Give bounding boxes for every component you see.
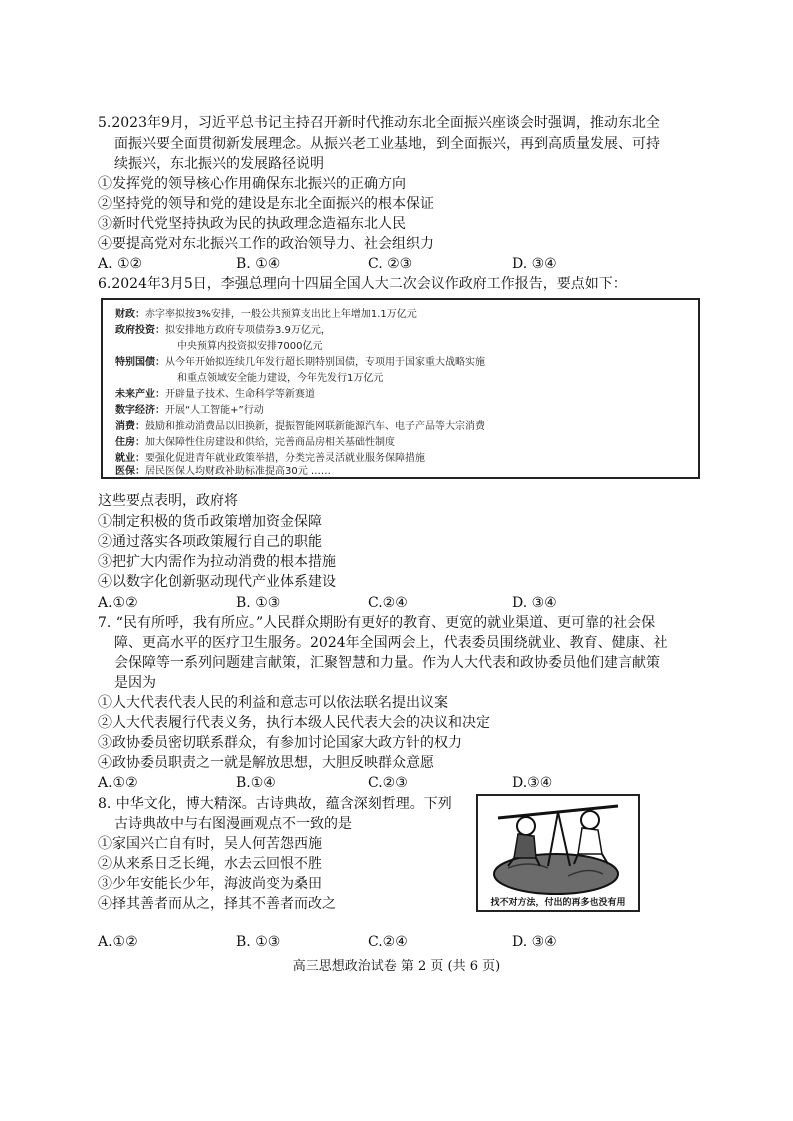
q6-option-d: D. ③④ [512, 595, 557, 611]
q7-option-c: C.②③ [368, 775, 408, 791]
q6-box-value: 赤字率拟按3%安排，一般公共预算支出比上年增加1.1万亿元 [145, 309, 417, 320]
cartoon-right-body [578, 828, 602, 854]
cartoon-right-head [581, 811, 599, 829]
q6-box-value: 中央预算内投资拟安排7000亿元 [177, 341, 323, 352]
q6-box-value: 居民医保人均财政补助标准提高30元 …… [145, 466, 331, 477]
q6-box-key: 住房： [115, 437, 145, 448]
q7-option-a: A.①② [98, 775, 138, 791]
q5-item-3: ③新时代党坚持执政为民的执政理念造福东北人民 [98, 216, 406, 232]
q6-box-value: 和重点领域安全能力建设，今年先发行1万亿元 [177, 373, 384, 384]
q6-option-a: A.①② [98, 595, 138, 611]
q6-item-2: ②通过落实各项政策履行自己的职能 [98, 534, 322, 550]
q7-stem-line-4: 是因为 [114, 675, 156, 691]
q6-box-value: 加大保障性住房建设和供给，完善商品房相关基础性制度 [145, 437, 395, 448]
q8-cartoon [476, 794, 640, 912]
q5-stem-line-3: 续振兴，东北振兴的发展路径说明 [114, 156, 324, 172]
q8-option-a: A.①② [98, 934, 138, 950]
cartoon-left-head [517, 817, 535, 835]
cartoon-caption: 找不对方法，付出的再多也没有用 [490, 898, 626, 908]
q7-option-b: B.①④ [236, 775, 276, 791]
q7-option-d: D.③④ [512, 775, 553, 791]
q8-stem-line-1: 8. 中华文化，博大精深。古诗典故，蕴含深刻哲理。下列 [98, 796, 452, 812]
q8-option-d: D. ③④ [512, 934, 557, 950]
q6-option-b: B. ①③ [236, 595, 281, 611]
q5-item-4: ④要提高党对东北振兴工作的政治领导力、社会组织力 [98, 236, 434, 252]
q7-stem-line-1: 7. “民有所呼，我有所应。”人民群众期盼有更好的教育、更宽的就业渠道、更可靠的社会保 [98, 615, 656, 631]
q6-item-1: ①制定积极的货币政策增加资金保障 [98, 514, 322, 530]
page-footer: 高三思想政治试卷 第 2 页 (共 6 页) [292, 959, 501, 974]
q6-box-key: 政府投资： [115, 325, 165, 336]
q6-box-key: 特别国债： [115, 357, 165, 368]
q6-box-key: 医保： [115, 466, 145, 477]
q7-item-2: ②人大代表履行代表义务，执行本级人民代表大会的决议和决定 [98, 715, 490, 731]
q8-item-4: ④择其善者而从之，择其不善者而改之 [98, 896, 336, 912]
q5-option-c: C. ②③ [368, 256, 413, 272]
q6-box-key: 就业： [115, 453, 145, 464]
q6-report-box [101, 298, 700, 479]
q6-option-c: C.②④ [368, 595, 408, 611]
q5-option-b: B. ①④ [236, 256, 281, 272]
q5-option-a: A. ①② [98, 256, 143, 272]
q6-box-value: 鼓励和推动消费品以旧换新，提振智能网联新能源汽车、电子产品等大宗消费 [145, 421, 485, 432]
q6-stem-line: 6.2024年3月5日，李强总理向十四届全国人大二次会议作政府工作报告，要点如下： [98, 276, 627, 292]
q8-stem-line-2: 古诗典故中与右图漫画观点不一致的是 [114, 816, 352, 832]
cartoon-left-body [514, 834, 536, 858]
q6-box-key: 财政： [115, 309, 145, 320]
q6-item-3: ③把扩大内需作为拉动消费的根本措施 [98, 554, 336, 570]
q6-box-value: 从今年开始拟连续几年发行超长期特别国债，专项用于国家重大战略实施 [165, 357, 485, 368]
q6-box-row-11 [115, 463, 331, 481]
q6-box-value: 要强化促进青年就业政策举措，分类完善灵活就业服务保障措施 [145, 453, 425, 464]
q8-option-c: C.②④ [368, 934, 408, 950]
q7-stem-line-2: 障、更高水平的医疗卫生服务。2024年全国两会上，代表委员围绕就业、教育、健康、社 [114, 635, 668, 651]
q8-item-2: ②从来系日乏长绳，水去云回恨不胜 [98, 856, 322, 872]
q5-item-2: ②坚持党的领导和党的建设是东北全面振兴的根本保证 [98, 196, 434, 212]
q6-box-value: 拟安排地方政府专项债券3.9万亿元， [165, 325, 331, 336]
q8-item-1: ①家国兴亡自有时，吴人何苦怨西施 [98, 836, 322, 852]
q6-item-4: ④以数字化创新驱动现代产业体系建设 [98, 574, 336, 590]
q8-item-3: ③少年安能长少年，海波尚变为桑田 [98, 876, 322, 892]
q7-item-3: ③政协委员密切联系群众，有参加讨论国家大政方针的权力 [98, 735, 462, 751]
q7-stem-line-3: 会保障等一系列问题建言献策，汇聚智慧和力量。作为人大代表和政协委员他们建言献策 [114, 655, 660, 671]
q6-box-value: 开展“人工智能+”行动 [165, 405, 264, 416]
q8-option-b: B. ①③ [236, 934, 281, 950]
cartoon-drawing [478, 796, 638, 896]
q5-stem-line-1: 5.2023年9月，习近平总书记主持召开新时代推动东北全面振兴座谈会时强调，推动东北全 [98, 115, 660, 131]
q5-option-d: D. ③④ [512, 256, 557, 272]
q5-stem-line-2: 面振兴要全面贯彻新发展理念。从振兴老工业基地，到全面振兴，再到高质量发展、可持 [114, 136, 660, 152]
q6-box-key: 消费： [115, 421, 145, 432]
q6-box-value: 开辟量子技术、生命科学等新赛道 [165, 389, 315, 400]
q7-item-1: ①人大代表代表人民的利益和意志可以依法联名提出议案 [98, 695, 448, 711]
q7-item-4: ④政协委员职责之一就是解放思想，大胆反映群众意愿 [98, 755, 434, 771]
q5-item-1: ①发挥党的领导核心作用确保东北振兴的正确方向 [98, 176, 406, 192]
q6-question: 这些要点表明，政府将 [98, 493, 238, 509]
q6-box-key: 数字经济： [115, 405, 165, 416]
q6-box-key: 未来产业： [115, 389, 165, 400]
